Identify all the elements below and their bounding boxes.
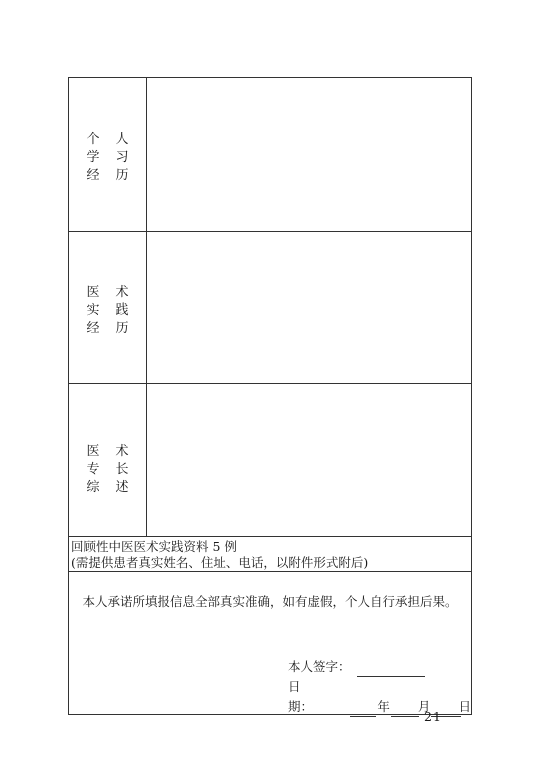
case-materials-title: 回顾性中医医术实践资料 5 例: [71, 539, 237, 554]
label-char: 术: [115, 444, 129, 459]
label-char: 综: [86, 480, 100, 495]
signature-field[interactable]: [357, 662, 425, 677]
case-materials-row: [69, 537, 471, 572]
pledge-statement: 本人承诺所填报信息全部真实准确，如有虚假，个人自行承担后果。: [82, 594, 458, 609]
label-char: 述: [115, 480, 129, 495]
label-char: 术: [115, 284, 129, 300]
label-char: 个: [86, 131, 100, 147]
personal-education-content[interactable]: [147, 78, 471, 231]
year-label: 年: [377, 699, 390, 714]
label-char: 历: [115, 320, 129, 336]
label-char: 人: [115, 131, 129, 147]
label-char: 学: [86, 149, 100, 165]
date-label-char: 日: [288, 679, 301, 694]
dash-left: [405, 716, 419, 717]
label-char: 专: [86, 462, 100, 477]
date-label-char: 期：: [288, 699, 314, 714]
label-char: 经: [86, 320, 100, 336]
section-medical-expertise: [69, 384, 471, 537]
registration-form-table: [68, 77, 472, 715]
label-char: 经: [86, 167, 100, 183]
label-char: 医: [86, 284, 100, 300]
label-char: 医: [86, 444, 100, 459]
section-label: [86, 133, 129, 183]
section-label-cell: [69, 78, 147, 231]
date-label: [288, 677, 349, 717]
day-label: 日: [458, 699, 471, 714]
section-medical-practice: [69, 232, 471, 384]
signature-block: [288, 657, 471, 717]
section-label: [86, 286, 129, 336]
month-label: 月: [417, 699, 431, 714]
label-char: 践: [115, 302, 129, 318]
signature-label: 本人签字：: [288, 659, 351, 674]
section-label-cell: [69, 232, 147, 383]
page-number-text: 21: [424, 709, 442, 724]
year-field[interactable]: [350, 702, 376, 717]
label-char: 习: [115, 149, 129, 165]
section-label-cell: [69, 384, 147, 536]
label-char: 长: [115, 462, 129, 477]
section-personal-education: [69, 78, 471, 232]
signature-line: [288, 657, 471, 677]
page-number: [400, 709, 466, 724]
case-materials-note: (需提供患者真实姓名、住址、电话，以附件形式附后): [71, 555, 369, 570]
medical-expertise-content[interactable]: [147, 384, 471, 536]
medical-practice-content[interactable]: [147, 232, 471, 383]
dash-right: [447, 716, 461, 717]
label-char: 历: [115, 167, 129, 183]
section-label: [86, 445, 129, 495]
label-char: 实: [86, 302, 100, 318]
